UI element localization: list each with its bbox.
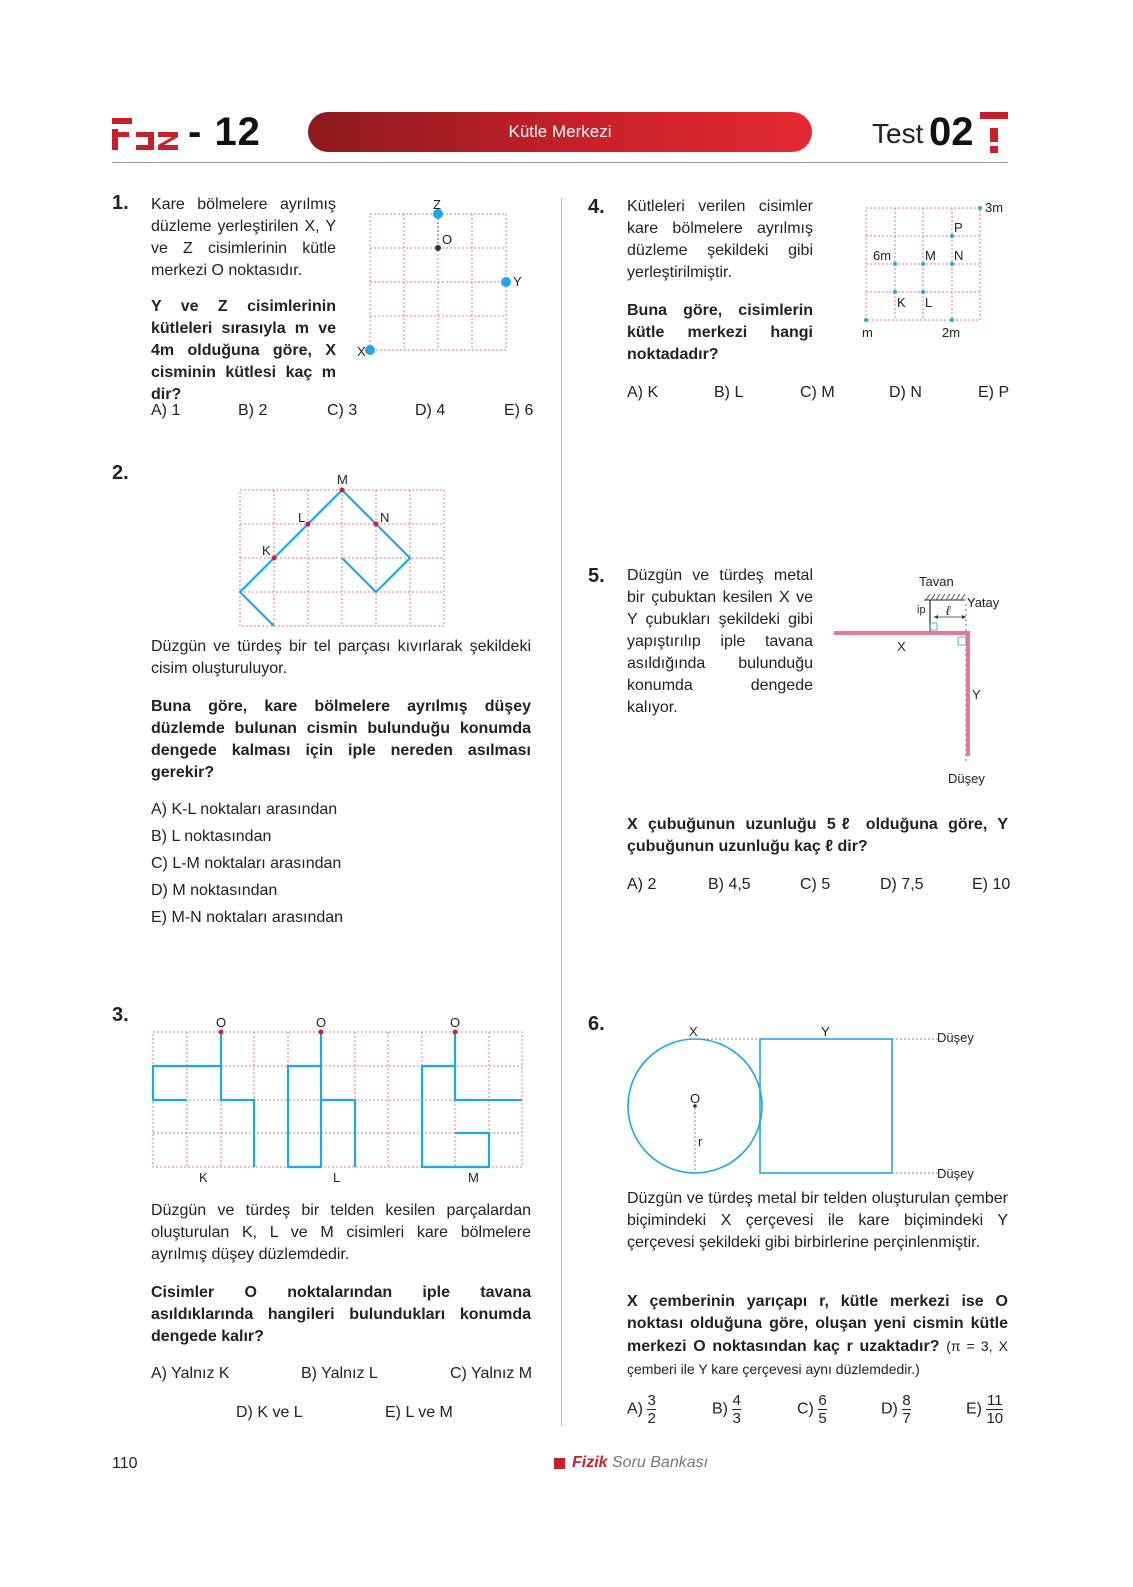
q6-question-main: X çemberinin yarıçapı r, kütle merkezi ise O noktası olduğuna göre, oluşan yeni cismin kütle merkezi O noktasından kaç r uzaktadır? [627,1293,1008,1355]
q6-label-y: Y [821,1024,830,1039]
q5-label-tavan: Tavan [919,574,954,589]
q2-wire-figure [236,484,448,632]
q5-option-c[interactable]: C) 5 [800,876,831,893]
q4-label-6m: 6m [873,248,892,263]
q6-label-o: O [690,1091,701,1106]
q4-option-d[interactable]: D) N [889,384,922,401]
page-number: 110 [112,1455,138,1472]
q6-number: 6. [588,1013,605,1035]
q3-question: Cisimler O noktalarından iple tavana asıldıklarında hangileri bulundukları konumda dengede kalır? [151,1284,531,1345]
q4-label-2m: 2m [942,325,961,340]
q1-label-x: X [357,344,366,359]
q3-text: Düzgün ve türdeş bir telden kesilen parçalardan oluşturulan K, L ve M cisimleri kare bölmelere ayrılmış düşey düzlemdedir. [151,1202,531,1263]
q4-label-p: P [954,220,963,235]
q5-label-x: X [897,639,906,654]
q6-label-dusey-bottom: Düşey [937,1166,974,1181]
q2-option-b[interactable]: B) L noktasından [151,828,272,845]
q3-option-e[interactable]: E) L ve M [385,1404,453,1421]
column-divider [561,198,562,1426]
q3-option-b[interactable]: B) Yalnız L [301,1365,378,1382]
q6-option-c-letter: C) [797,1400,814,1418]
q6-option-c-num: 6 [818,1392,827,1409]
q4-option-a[interactable]: A) K [627,384,659,401]
footer-book-name: Soru Bankası [607,1454,709,1471]
q5-label-ell: ℓ [946,603,951,618]
q3-number: 3. [112,1004,129,1026]
q2-number: 2. [112,462,129,484]
q6-question [627,1291,1008,1381]
q6-option-d-num: 8 [902,1392,911,1409]
q4-text: Kütleleri verilen cisimler kare bölmelere ayrılmış düzleme şekildeki gibi yerleştirilmiştir. [627,198,813,281]
q6-option-a[interactable] [627,1392,656,1427]
q1-option-b[interactable]: B) 2 [238,402,268,419]
q6-option-b-den: 3 [732,1410,741,1427]
q1-option-a[interactable]: A) 1 [151,402,181,419]
q6-option-b-num: 4 [732,1392,741,1409]
test-logo-mark [980,112,1010,156]
q3-option-d[interactable]: D) K ve L [236,1404,303,1421]
q1-option-d[interactable]: D) 4 [415,402,446,419]
q6-option-b-letter: B) [712,1400,728,1418]
q6-label-dusey-top: Düşey [937,1030,974,1045]
q3-option-a[interactable]: A) Yalnız K [151,1365,230,1382]
q6-option-e-num: 11 [987,1392,1003,1409]
footer-square-icon [554,1458,565,1469]
q2-label-l: L [298,510,306,525]
q6-ring-square-figure [620,1030,940,1180]
q6-option-c[interactable] [797,1392,827,1427]
q6-label-x: X [689,1024,698,1039]
q4-option-e[interactable]: E) P [978,384,1010,401]
q4-grid-figure [860,200,990,330]
q6-option-a-num: 3 [647,1392,656,1409]
q1-text: Kare bölmelere ayrılmış düzleme yerleştirilen X, Y ve Z cisimlerinin kütle merkezi O noktasıdır. [151,196,336,279]
q2-question: Buna göre, kare bölmelere ayrılmış düşey düzlemde bulunan cismin bulunduğu konumda dengede kalması için iple nereden asılması gerekir? [151,698,531,781]
q1-y-mass [501,277,511,287]
q2-label-n: N [380,510,390,525]
q1-question: Y ve Z cisimlerinin kütleleri sırasıyla m ve 4m olduğuna göre, X cisminin kütlesi kaç m dir? [151,298,336,403]
q5-text: Düzgün ve türdeş metal bir çubuktan kesilen X ve Y çubukları şekildeki gibi yapıştırılıp iple tavana asıldığında bulunduğu konumda dengede kalıyor. [627,567,813,716]
footer-book-title [572,1454,708,1472]
q5-option-b[interactable]: B) 4,5 [708,876,751,893]
q1-label-o: O [442,232,453,247]
q5-label-yatay: Yatay [967,595,1000,610]
q2-label-m: M [337,472,348,487]
q5-rods-figure [826,590,1016,770]
q3-shapes-figure [150,1028,526,1172]
q2-option-c[interactable]: C) L-M noktaları arasından [151,855,342,872]
q5-label-y: Y [972,687,981,702]
header-rule [112,162,1008,163]
q6-option-b[interactable] [712,1392,741,1427]
q4-label-l: L [925,295,933,310]
q4-number: 4. [588,196,605,218]
q4-label-m: M [925,248,936,263]
q4-question: Buna göre, cisimlerin kütle merkezi hangi noktadadır? [627,302,813,363]
q1-o-point [435,245,441,251]
q5-number: 5. [588,565,605,587]
q6-option-c-den: 5 [818,1410,827,1427]
q2-option-a[interactable]: A) K-L noktaları arasından [151,801,338,818]
footer-book-subject: Fizik [572,1454,608,1471]
q5-question: X çubuğunun uzunluğu 5ℓ olduğuna göre, Y çubuğunun uzunluğu kaç ℓ dir? [627,816,1008,855]
topic-title: Kütle Merkezi [308,112,812,152]
q3-label-o1: O [216,1015,227,1030]
q6-option-e-den: 10 [986,1410,1004,1427]
q3-label-o3: O [450,1015,461,1030]
q4-label-k: K [897,295,906,310]
q1-x-mass [365,345,375,355]
q4-option-b[interactable]: B) L [714,384,744,401]
q1-number: 1. [112,192,129,214]
q1-option-c[interactable]: C) 3 [327,402,358,419]
q2-option-d[interactable]: D) M noktasından [151,882,278,899]
q1-grid-figure [352,196,532,366]
test-number: 02 [929,110,974,154]
q3-label-o2: O [316,1015,327,1030]
q6-option-d-letter: D) [881,1400,898,1418]
q4-label-n: N [954,248,964,263]
q2-option-e[interactable]: E) M-N noktaları arasından [151,909,344,926]
q6-option-e-letter: E) [966,1400,982,1418]
q6-option-d-den: 7 [902,1410,911,1427]
q4-option-c[interactable]: C) M [800,384,835,401]
brand-number: 12 [214,110,261,154]
q6-label-r: r [698,1134,703,1149]
q3-label-k: K [199,1170,208,1185]
q6-option-d[interactable] [881,1392,911,1427]
test-label: Test [872,118,924,149]
q6-option-a-den: 2 [647,1410,656,1427]
q1-option-e[interactable]: E) 6 [504,402,534,419]
q1-label-y: Y [513,274,522,289]
q4-label-3m: 3m [985,200,1004,215]
q2-label-k: K [262,543,271,558]
q6-note: (π = 3, X çemberi ile Y kare çerçevesi aynı düzlemdedir.) [627,1338,1009,1377]
q1-label-z: Z [433,197,441,212]
q5-label-ip: ip [917,604,926,616]
q3-label-m: M [468,1170,479,1185]
q4-label-m1: m [862,325,873,340]
q3-label-l: L [333,1170,341,1185]
brand-dash-number: - 12 [188,110,261,154]
q6-text: Düzgün ve türdeş metal bir telden oluşturulan çember biçimindeki X çerçevesi ile kare biçimindeki Y çerçevesi şekildeki gibi birbirlerine perçinlenmiştir. [627,1190,1008,1251]
q5-option-d[interactable]: D) 7,5 [880,876,924,893]
q5-option-e[interactable]: E) 10 [972,876,1011,893]
q2-text: Düzgün ve türdeş bir tel parçası kıvırlarak şekildeki cisim oluşturuluyor. [151,638,531,677]
q3-option-c[interactable]: C) Yalnız M [450,1365,533,1382]
q5-option-a[interactable]: A) 2 [627,876,657,893]
q5-label-dusey: Düşey [948,771,985,786]
q6-option-a-letter: A) [627,1400,643,1418]
faz-logo [112,112,184,156]
q6-option-e[interactable] [966,1392,1003,1427]
